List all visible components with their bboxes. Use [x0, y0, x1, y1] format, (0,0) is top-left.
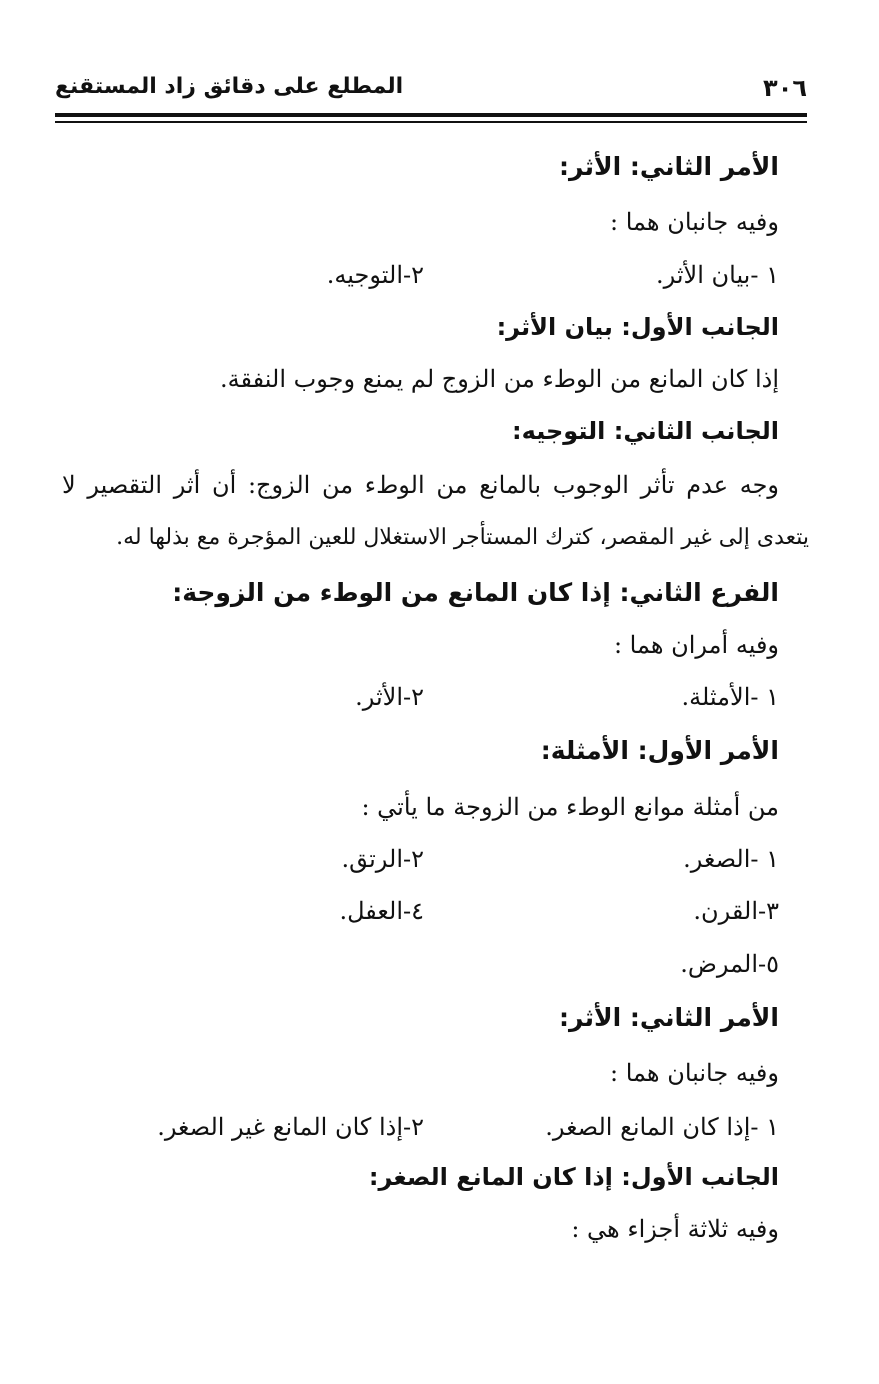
- list-item: ١ -الأمثلة.: [681, 683, 779, 711]
- list-item: ٤-العفل.: [339, 897, 424, 925]
- text-line: إذا كان المانع من الوطء من الزوج لم يمنع وجوب النفقة.: [220, 365, 779, 393]
- heading-effect-2: الأمر الثاني: الأثر:: [559, 1003, 779, 1032]
- list-item: ١ -بيان الأثر.: [655, 261, 779, 289]
- page-header: [55, 70, 807, 110]
- text-line: وفيه أمران هما :: [613, 631, 779, 659]
- list-item: ٢-التوجيه.: [326, 261, 424, 289]
- list-item: ١ -الصغر.: [683, 845, 779, 873]
- list-item: ٥-المرض.: [680, 950, 779, 978]
- subheading: الجانب الأول: بيان الأثر:: [496, 313, 779, 341]
- list-item: ٣-القرن.: [693, 897, 779, 925]
- header-rule-thick: [55, 113, 807, 117]
- list-item: ١ -إذا كان المانع الصغر.: [545, 1113, 779, 1141]
- text-line: من أمثلة موانع الوطء من الزوجة ما يأتي :: [361, 793, 779, 821]
- page-number: ٣٠٦: [763, 74, 807, 102]
- text-line: وفيه جانبان هما :: [610, 1059, 779, 1087]
- heading-examples: الأمر الأول: الأمثلة:: [540, 736, 779, 765]
- list-item: ٢-إذا كان المانع غير الصغر.: [157, 1113, 424, 1141]
- subheading: الجانب الأول: إذا كان المانع الصغر:: [368, 1163, 779, 1191]
- text-line: وفيه ثلاثة أجزاء هي :: [571, 1215, 779, 1243]
- text-line: وفيه جانبان هما :: [610, 208, 779, 236]
- heading-effect-1: الأمر الثاني: الأثر:: [559, 152, 779, 181]
- subheading: الجانب الثاني: التوجيه:: [512, 417, 779, 445]
- text-line: وجه عدم تأثر الوجوب بالمانع من الوطء من الزوج: أن أثر التقصير لا: [62, 471, 779, 499]
- section-heading: الفرع الثاني: إذا كان المانع من الوطء من الزوجة:: [172, 578, 779, 607]
- header-rule-thin: [55, 121, 807, 123]
- list-item: ٢-الأثر.: [355, 683, 424, 711]
- list-item: ٢-الرتق.: [341, 845, 424, 873]
- text-line: يتعدى إلى غير المقصر، كترك المستأجر الاستغلال للعين المؤجرة مع بذلها له.: [116, 525, 809, 550]
- running-title: المطلع على دقائق زاد المستقنع: [55, 74, 404, 99]
